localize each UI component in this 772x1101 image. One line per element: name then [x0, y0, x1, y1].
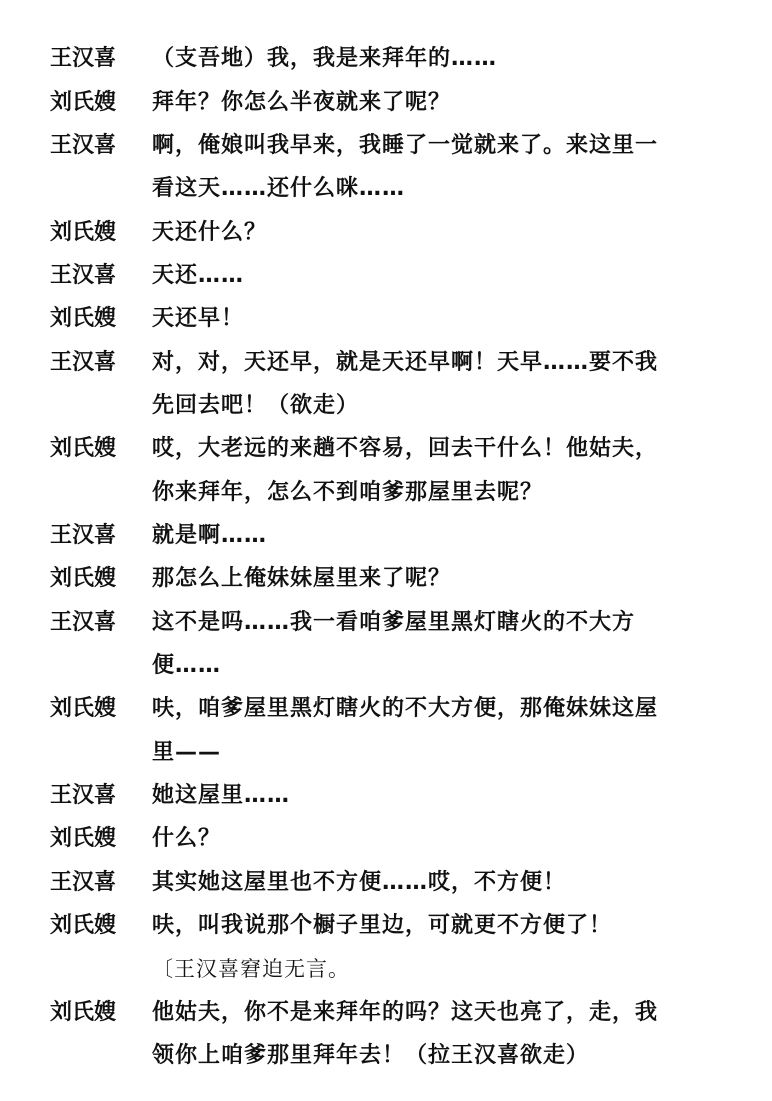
dialogue-text: 什么？: [152, 826, 222, 851]
dialogue-text: 这不是吗……我一看咱爹屋里黑灯瞎火的不大方: [152, 610, 636, 635]
speaker-name: 王汉喜: [50, 263, 117, 288]
dialogue-text: 那怎么上俺妹妹屋里来了呢？: [152, 566, 452, 591]
dialogue-text: 其实她这屋里也不方便……哎，不方便！: [152, 870, 567, 895]
dialogue-text: 天还什么？: [152, 220, 268, 245]
dialogue-text: 对，对，天还早，就是天还早啊！天早……要不我: [152, 350, 659, 375]
speaker-name: 王汉喜: [50, 133, 117, 158]
dialogue-line: [0, 129, 772, 163]
speaker-name: 王汉喜: [50, 783, 117, 808]
stage-direction: 〔王汉喜窘迫无言。: [152, 957, 350, 981]
speaker-name: 刘氏嫂: [50, 696, 117, 721]
dialogue-line: [0, 736, 772, 770]
dialogue-line: [0, 606, 772, 640]
dialogue-line: [0, 996, 772, 1030]
dialogue-line: [0, 302, 772, 336]
dialogue-text: 拜年？你怎么半夜就来了呢？: [152, 90, 452, 115]
speaker-name: 刘氏嫂: [50, 826, 117, 851]
dialogue-line: [0, 519, 772, 553]
dialogue-text: 呋，咱爹屋里黑灯瞎火的不大方便，那俺妹妹这屋: [152, 696, 659, 721]
dialogue-text: 便……: [152, 653, 222, 678]
speaker-name: 刘氏嫂: [50, 220, 117, 245]
dialogue-text: 看这天……还什么咪……: [152, 176, 406, 201]
dialogue-text: 他姑夫，你不是来拜年的吗？这天也亮了，走，我: [152, 1000, 659, 1025]
speaker-name: 刘氏嫂: [50, 436, 117, 461]
speaker-name: 王汉喜: [50, 610, 117, 635]
dialogue-text: 啊，俺娘叫我早来，我睡了一觉就来了。来这里一: [152, 133, 659, 158]
speaker-name: 王汉喜: [50, 350, 117, 375]
speaker-name: 王汉喜: [50, 46, 117, 71]
dialogue-text: 领你上咱爹那里拜年去！（拉王汉喜欲走）: [152, 1043, 590, 1068]
dialogue-line: [0, 216, 772, 250]
dialogue-line: [0, 692, 772, 726]
speaker-name: 刘氏嫂: [50, 90, 117, 115]
speaker-name: 刘氏嫂: [50, 1000, 117, 1025]
speaker-name: 王汉喜: [50, 870, 117, 895]
dialogue-line: [0, 432, 772, 466]
speaker-name: 刘氏嫂: [50, 566, 117, 591]
dialogue-line: [0, 779, 772, 813]
dialogue-line: [0, 259, 772, 293]
dialogue-line: [0, 389, 772, 423]
speaker-name: 刘氏嫂: [50, 306, 117, 331]
dialogue-line: [0, 866, 772, 900]
dialogue-text: 哎，大老远的来趟不容易，回去干什么！他姑夫，: [152, 436, 659, 461]
dialogue-line: [0, 649, 772, 683]
dialogue-line: [0, 86, 772, 120]
dialogue-line: [0, 822, 772, 856]
dialogue-line: [0, 476, 772, 510]
dialogue-text: 她这屋里……: [152, 783, 291, 808]
dialogue-text: 天还……: [152, 263, 245, 288]
dialogue-text: 呋，叫我说那个橱子里边，可就更不方便了！: [152, 913, 613, 938]
speaker-name: 王汉喜: [50, 523, 117, 548]
dialogue-line: [0, 1039, 772, 1073]
speaker-name: 刘氏嫂: [50, 913, 117, 938]
dialogue-line: [0, 172, 772, 206]
dialogue-text: 你来拜年，怎么不到咱爹那屋里去呢？: [152, 480, 544, 505]
dialogue-text: （支吾地）我，我是来拜年的……: [152, 46, 498, 71]
dialogue-line: [0, 562, 772, 596]
dialogue-line: [0, 346, 772, 380]
dialogue-text: 天还早！: [152, 306, 245, 331]
dialogue-text: 里——: [152, 740, 222, 765]
dialogue-line: [0, 42, 772, 76]
dialogue-text: 先回去吧！（欲走）: [152, 393, 360, 418]
dialogue-text: 就是啊……: [152, 523, 268, 548]
stage-direction-line: [0, 952, 772, 986]
dialogue-line: [0, 909, 772, 943]
